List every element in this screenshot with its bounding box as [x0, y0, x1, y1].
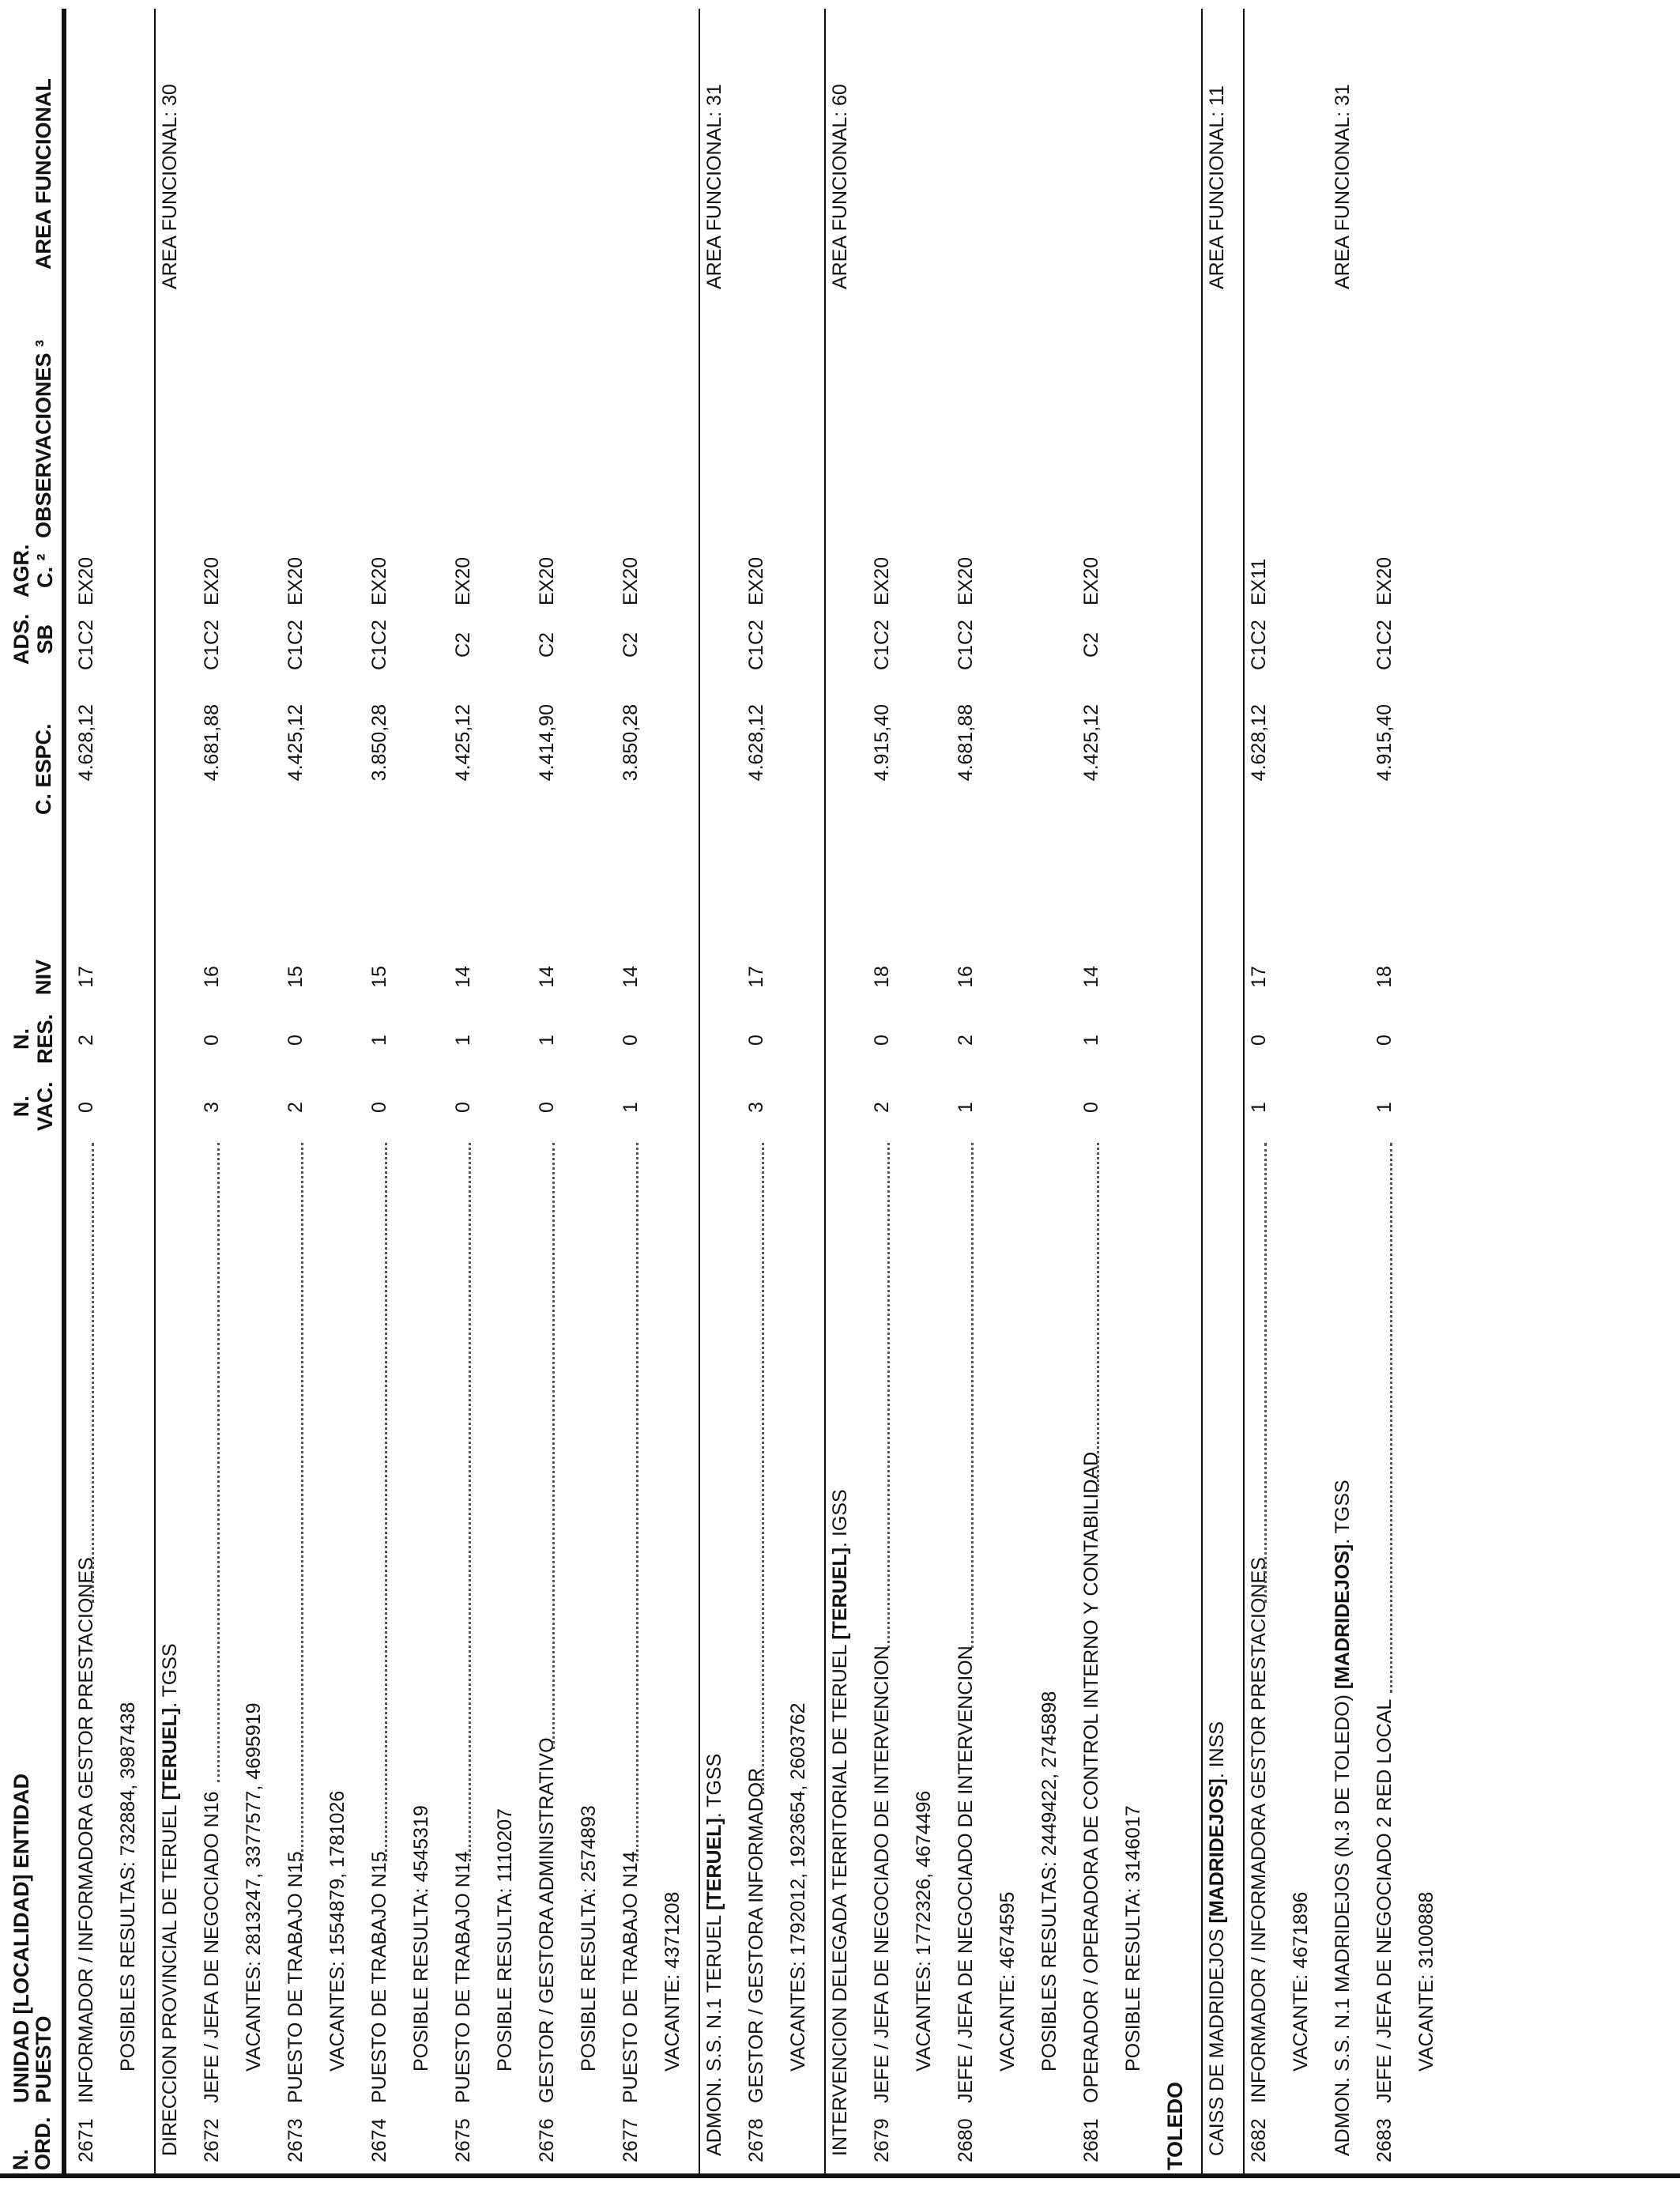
leader-dots — [1097, 1143, 1099, 1491]
leader-dots — [1390, 1143, 1392, 1693]
ads-sb-value: C1C2 — [871, 620, 893, 670]
ads-sb-value: C2 — [1080, 632, 1102, 658]
post-ord-number: 2671 — [75, 2118, 97, 2162]
vacantes-detail: POSIBLE RESULTA: 1110207 — [494, 1808, 516, 2071]
post-ord-number: 2676 — [536, 2118, 558, 2162]
unit-name: DIRECCION PROVINCIAL DE TERUEL — [159, 1800, 181, 2156]
header-niv: NIV — [32, 959, 55, 995]
agr-c-value: EX20 — [871, 556, 893, 605]
agr-c-value: EX11 — [1248, 558, 1270, 605]
n-res-value: 1 — [1080, 1035, 1102, 1046]
n-vac-value: 2 — [871, 1102, 893, 1113]
niv-value: 18 — [871, 966, 893, 988]
post-title: JEFE / JEFA DE NEGOCIADO N16 — [201, 1791, 223, 2103]
niv-value: 17 — [1248, 966, 1270, 988]
leader-dots — [552, 1143, 555, 1749]
niv-value: 15 — [284, 966, 307, 988]
vacantes-detail: POSIBLE RESULTA: 2574893 — [578, 1805, 600, 2071]
post-ord-number: 2680 — [955, 2118, 977, 2162]
header-n-res: N. RES. — [9, 1013, 57, 1064]
section-divider — [154, 9, 156, 2178]
leader-dots — [92, 1143, 94, 1603]
c-espc-value: 4.425,12 — [452, 704, 474, 782]
c-espc-value: 4.628,12 — [745, 704, 767, 782]
niv-value: 16 — [201, 966, 223, 988]
post-title: INFORMADOR / INFORMADORA GESTOR PRESTACIONES — [75, 1557, 97, 2103]
unit-locality: [TERUEL] — [829, 1547, 851, 1640]
unit-entity: . IGSS — [829, 1489, 851, 1547]
agr-c-value: EX20 — [75, 556, 97, 605]
post-title: JEFE / JEFA DE NEGOCIADO DE INTERVENCION — [871, 1646, 893, 2103]
c-espc-value: 3.850,28 — [368, 704, 390, 782]
n-res-value: 0 — [1373, 1035, 1396, 1046]
unit-name: INTERVENCION DELEGADA TERRITORIAL DE TERUEL — [829, 1639, 851, 2156]
niv-value: 14 — [536, 966, 558, 988]
c-espc-value: 4.915,40 — [871, 704, 893, 782]
leader-dots — [217, 1143, 220, 1782]
agr-c-value: EX20 — [452, 556, 474, 605]
ads-sb-value: C1C2 — [284, 620, 307, 670]
agr-c-value: EX20 — [955, 556, 977, 605]
c-espc-value: 4.425,12 — [284, 704, 307, 782]
niv-value: 15 — [368, 966, 390, 988]
post-ord-number: 2675 — [452, 2118, 474, 2162]
vacantes-detail: VACANTES: 1772326, 4674496 — [913, 1790, 935, 2071]
n-vac-value: 0 — [368, 1102, 390, 1113]
niv-value: 14 — [452, 966, 474, 988]
area-funcional-value: AREA FUNCIONAL: 30 — [159, 84, 181, 289]
post-title: GESTOR / GESTORA INFORMADOR — [745, 1767, 767, 2103]
ads-sb-value: C2 — [536, 632, 558, 658]
header-agr-c: AGR. C. ² — [9, 544, 57, 598]
leader-dots — [762, 1143, 764, 1794]
unit-heading — [829, 1489, 851, 2156]
post-ord-number: 2677 — [620, 2118, 642, 2162]
post-title: PUESTO DE TRABAJO N15 — [368, 1851, 390, 2103]
header-n-vac: N. VAC. — [9, 1081, 57, 1131]
ads-sb-value: C1C2 — [1248, 620, 1270, 670]
agr-c-value: EX20 — [745, 556, 767, 605]
vacantes-detail: VACANTES: 1792012, 1923654, 2603762 — [787, 1702, 809, 2071]
ads-sb-value: C1C2 — [955, 620, 977, 670]
n-vac-value: 2 — [284, 1102, 307, 1113]
ads-sb-value: C1C2 — [368, 620, 390, 670]
vacantes-detail: VACANTE: 4674595 — [996, 1891, 1019, 2071]
n-res-value: 0 — [745, 1035, 767, 1046]
unit-entity: . TGSS — [159, 1643, 181, 1708]
header-ads-sb: ADS. SB — [9, 613, 57, 665]
n-res-value: 1 — [368, 1035, 390, 1046]
vacantes-detail: POSIBLE RESULTA: 4545319 — [410, 1805, 432, 2071]
leader-dots — [301, 1143, 303, 1861]
area-funcional-value: AREA FUNCIONAL: 11 — [1206, 85, 1228, 289]
c-espc-value: 4.915,40 — [1373, 704, 1396, 782]
leader-dots — [887, 1143, 890, 1648]
post-title: GESTOR / GESTORA ADMINISTRATIVO — [536, 1737, 558, 2103]
n-vac-value: 1 — [620, 1102, 642, 1113]
n-res-value: 0 — [201, 1035, 223, 1046]
n-vac-value: 0 — [536, 1102, 558, 1113]
post-ord-number: 2681 — [1080, 2118, 1102, 2162]
ads-sb-value: C2 — [452, 632, 474, 658]
leader-dots — [469, 1143, 471, 1861]
unit-entity: . TGSS — [1332, 1480, 1354, 1544]
ads-sb-value: C1C2 — [75, 620, 97, 670]
leader-dots — [636, 1143, 638, 1861]
n-vac-value: 0 — [75, 1102, 97, 1113]
n-vac-value: 3 — [201, 1102, 223, 1113]
section-divider — [1243, 9, 1245, 2178]
leader-dots — [385, 1143, 387, 1861]
niv-value: 18 — [1373, 966, 1396, 988]
agr-c-value: EX20 — [620, 556, 642, 605]
ads-sb-value: C1C2 — [1373, 620, 1396, 670]
agr-c-value: EX20 — [284, 556, 307, 605]
ads-sb-value: C1C2 — [201, 620, 223, 670]
n-vac-value: 1 — [1373, 1102, 1396, 1113]
vacantes-detail: VACANTES: 2813247, 3377577, 4695919 — [243, 1702, 265, 2071]
header-rule — [62, 9, 66, 2178]
n-res-value: 1 — [452, 1035, 474, 1046]
header-c-espc: C. ESPC. — [32, 723, 55, 815]
c-espc-value: 4.425,12 — [1080, 704, 1102, 782]
n-vac-value: 3 — [745, 1102, 767, 1113]
leader-dots — [971, 1143, 974, 1648]
unit-name: ADMON. S.S. N.1 TERUEL — [703, 1909, 725, 2156]
unit-entity: . INSS — [1206, 1721, 1228, 1779]
post-title: PUESTO DE TRABAJO N14 — [452, 1851, 474, 2103]
ads-sb-value: C2 — [620, 632, 642, 658]
vacantes-detail: POSIBLE RESULTA: 3146017 — [1122, 1805, 1144, 2071]
agr-c-value: EX20 — [368, 556, 390, 605]
c-espc-value: 4.414,90 — [536, 704, 558, 782]
unit-locality: [TERUEL] — [703, 1818, 725, 1910]
n-res-value: 2 — [955, 1035, 977, 1046]
n-vac-value: 1 — [1248, 1102, 1270, 1113]
c-espc-value: 4.681,88 — [201, 704, 223, 782]
agr-c-value: EX20 — [1080, 556, 1102, 605]
vacantes-detail: VACANTE: 3100888 — [1415, 1891, 1437, 2071]
n-vac-value: 0 — [452, 1102, 474, 1113]
agr-c-value: EX20 — [536, 556, 558, 605]
section-divider — [699, 9, 700, 2178]
header-puesto: PUESTO — [32, 2015, 55, 2103]
area-funcional-value: AREA FUNCIONAL: 31 — [703, 84, 725, 289]
vacantes-detail: POSIBLES RESULTAS: 732884, 3987438 — [117, 1702, 139, 2071]
post-title: PUESTO DE TRABAJO N15 — [284, 1851, 307, 2103]
unit-heading — [159, 1643, 181, 2156]
vacantes-detail: VACANTE: 4371208 — [661, 1891, 684, 2071]
unit-locality: [MADRIDEJOS] — [1332, 1544, 1354, 1690]
post-title: JEFE / JEFA DE NEGOCIADO 2 RED LOCAL — [1373, 1698, 1396, 2103]
unit-name: CAISS DE MADRIDEJOS — [1206, 1923, 1228, 2156]
header-observaciones: OBSERVACIONES ³ — [32, 339, 55, 538]
post-ord-number: 2683 — [1373, 2118, 1396, 2162]
n-res-value: 0 — [1248, 1035, 1270, 1046]
n-res-value: 0 — [284, 1035, 307, 1046]
agr-c-value: EX20 — [1373, 556, 1396, 605]
c-espc-value: 3.850,28 — [620, 704, 642, 782]
post-ord-number: 2682 — [1248, 2118, 1270, 2162]
vacantes-detail: VACANTE: 4671896 — [1290, 1891, 1312, 2071]
section-divider — [1201, 9, 1203, 2178]
unit-heading — [1206, 1721, 1228, 2156]
n-vac-value: 1 — [955, 1102, 977, 1113]
area-funcional-value: AREA FUNCIONAL: 60 — [829, 84, 851, 289]
n-res-value: 2 — [75, 1035, 97, 1046]
post-ord-number: 2673 — [284, 2118, 307, 2162]
n-vac-value: 0 — [1080, 1102, 1102, 1113]
header-area-funcional: AREA FUNCIONAL — [32, 78, 55, 270]
post-ord-number: 2674 — [368, 2118, 390, 2162]
unit-entity: . TGSS — [703, 1753, 725, 1819]
vacantes-detail: VACANTES: 1554879, 1781026 — [326, 1790, 348, 2071]
area-funcional-value: AREA FUNCIONAL: 31 — [1332, 84, 1354, 289]
unit-locality: [TERUEL] — [159, 1707, 181, 1800]
c-espc-value: 4.628,12 — [1248, 704, 1270, 782]
unit-heading — [703, 1754, 725, 2156]
n-res-value: 1 — [536, 1035, 558, 1046]
post-title: JEFE / JEFA DE NEGOCIADO DE INTERVENCION — [955, 1646, 977, 2103]
niv-value: 17 — [75, 966, 97, 988]
unit-name: ADMON. S.S. N.1 MADRIDEJOS (N.3 DE TOLEDO) — [1332, 1689, 1354, 2156]
c-espc-value: 4.681,88 — [955, 704, 977, 782]
n-res-value: 0 — [871, 1035, 893, 1046]
post-ord-number: 2679 — [871, 2118, 893, 2162]
unit-heading — [1332, 1480, 1354, 2156]
agr-c-value: EX20 — [201, 556, 223, 605]
left-border — [0, 2173, 1680, 2178]
post-title: PUESTO DE TRABAJO N14 — [620, 1851, 642, 2103]
c-espc-value: 4.628,12 — [75, 704, 97, 782]
leader-dots — [1264, 1143, 1267, 1603]
ads-sb-value: C1C2 — [745, 620, 767, 670]
post-ord-number: 2678 — [745, 2118, 767, 2162]
province-heading: TOLEDO — [1163, 2081, 1187, 2170]
unit-locality: [MADRIDEJOS] — [1206, 1778, 1228, 1924]
niv-value: 17 — [745, 966, 767, 988]
n-res-value: 0 — [620, 1035, 642, 1046]
post-title: INFORMADOR / INFORMADORA GESTOR PRESTACIONES — [1248, 1557, 1270, 2103]
header-n-ord: N. ORD. — [9, 2117, 55, 2170]
header-unidad: UNIDAD [LOCALIDAD] ENTIDAD — [9, 1774, 33, 2103]
niv-value: 14 — [620, 966, 642, 988]
post-title: OPERADOR / OPERADORA DE CONTROL INTERNO Y CONTABILIDAD — [1080, 1451, 1102, 2103]
section-divider — [824, 9, 826, 2178]
niv-value: 14 — [1080, 966, 1102, 988]
vacantes-detail: POSIBLES RESULTAS: 2449422, 2745898 — [1038, 1691, 1060, 2071]
post-ord-number: 2672 — [201, 2118, 223, 2162]
niv-value: 16 — [955, 966, 977, 988]
